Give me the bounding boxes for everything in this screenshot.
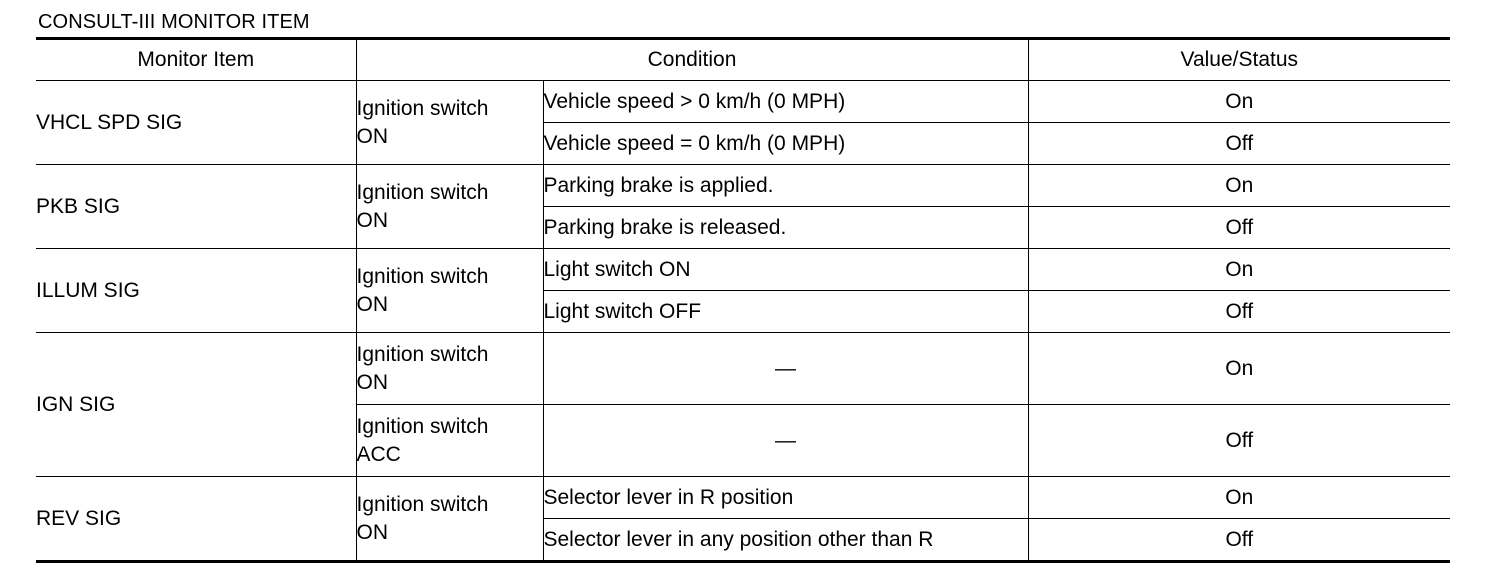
ignition-condition-cell xyxy=(356,333,543,405)
page-title: CONSULT-III MONITOR ITEM xyxy=(38,11,310,33)
header-monitor-item: Monitor Item xyxy=(36,39,356,81)
header-condition: Condition xyxy=(356,39,1028,81)
condition-cell: Parking brake is applied. xyxy=(543,165,1028,207)
condition-cell: — xyxy=(543,333,1028,405)
value-cell: On xyxy=(1028,477,1450,519)
condition-cell: — xyxy=(543,405,1028,477)
ignition-label: Ignition switch xyxy=(356,96,489,120)
monitor-item-table xyxy=(36,37,1450,563)
condition-cell: Vehicle speed = 0 km/h (0 MPH) xyxy=(543,123,1028,165)
value-cell: Off xyxy=(1028,405,1450,477)
table-row xyxy=(36,333,1450,405)
table-row xyxy=(36,165,1450,207)
condition-cell: Selector lever in any position other than R xyxy=(543,519,1028,562)
monitor-item-cell: IGN SIG xyxy=(36,333,356,477)
ignition-label: Ignition switch xyxy=(356,492,489,516)
table-row xyxy=(36,81,1450,123)
ignition-condition-cell xyxy=(356,249,543,333)
value-cell: Off xyxy=(1028,519,1450,562)
table-header-row xyxy=(36,39,1450,81)
condition-cell: Vehicle speed > 0 km/h (0 MPH) xyxy=(543,81,1028,123)
value-cell: On xyxy=(1028,81,1450,123)
table-row xyxy=(36,477,1450,519)
ignition-state: ACC xyxy=(356,442,401,466)
ignition-state: ON xyxy=(356,124,388,148)
table-row xyxy=(36,249,1450,291)
monitor-item-cell: REV SIG xyxy=(36,477,356,562)
condition-cell: Selector lever in R position xyxy=(543,477,1028,519)
monitor-item-cell: PKB SIG xyxy=(36,165,356,249)
ignition-label: Ignition switch xyxy=(356,342,489,366)
value-cell: On xyxy=(1028,333,1450,405)
value-cell: Off xyxy=(1028,207,1450,249)
ignition-condition-cell xyxy=(356,477,543,562)
ignition-label: Ignition switch xyxy=(356,264,489,288)
monitor-item-cell: VHCL SPD SIG xyxy=(36,81,356,165)
value-cell: On xyxy=(1028,165,1450,207)
value-cell: Off xyxy=(1028,291,1450,333)
condition-cell: Light switch OFF xyxy=(543,291,1028,333)
condition-cell: Parking brake is released. xyxy=(543,207,1028,249)
ignition-state: ON xyxy=(356,370,388,394)
header-value-status: Value/Status xyxy=(1028,39,1450,81)
ignition-label: Ignition switch xyxy=(356,180,489,204)
ignition-condition-cell xyxy=(356,405,543,477)
ignition-label: Ignition switch xyxy=(356,414,489,438)
condition-cell: Light switch ON xyxy=(543,249,1028,291)
monitor-item-cell: ILLUM SIG xyxy=(36,249,356,333)
ignition-state: ON xyxy=(356,208,388,232)
ignition-state: ON xyxy=(356,292,388,316)
value-cell: Off xyxy=(1028,123,1450,165)
ignition-condition-cell xyxy=(356,81,543,165)
ignition-state: ON xyxy=(356,520,388,544)
ignition-condition-cell xyxy=(356,165,543,249)
value-cell: On xyxy=(1028,249,1450,291)
